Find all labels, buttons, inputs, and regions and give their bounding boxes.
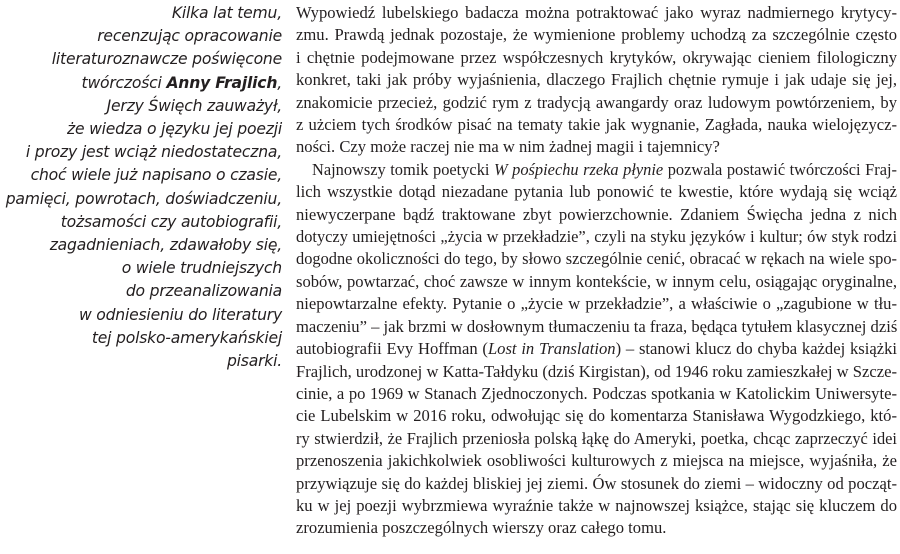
body-text-segment: autobiografii Evy Hoffman ( <box>296 339 488 359</box>
body-line: niewyczerpane bądź traktowane zbyt powierzchownie. Zdaniem Święcha jedna z nich <box>296 204 897 224</box>
body-line <box>296 338 897 360</box>
pull-quote-line: zagadnieniach, zdawałoby się, <box>49 236 282 255</box>
article-body <box>296 2 897 540</box>
pull-quote <box>0 2 282 373</box>
body-line: sobów, powtarzać, choć zawsze w innym kontekście, w innym celu, osiągając oryginalne, <box>296 271 897 291</box>
body-line: przywiązuje się do każdej bliskiej jej ziemi. Ów stosunek do ziemi – widoczny od począt- <box>296 473 897 493</box>
pull-quote-line: pamięci, powrotach, doświadczeniu, <box>5 189 282 208</box>
pull-quote-line: tej polsko-amerykańskiej <box>91 328 282 347</box>
body-line: cinie, a po 1969 w Stanach Zjednoczonych. Podczas spotkania w Katolickim Uniwersyte- <box>296 383 897 403</box>
body-line: znakomicie przecież, godzić rym z tradycją awangardy oraz ludowym powtórzeniem, by <box>296 92 897 112</box>
pull-quote-line: że wiedza o języku jej poezji <box>66 120 282 139</box>
pull-quote-line: recenzując opracowanie <box>97 27 282 46</box>
pull-quote-line <box>0 72 282 95</box>
body-line: przenoszenia jakichkolwiek osobliwości kulturowych z miejsca na miejsce, wyjaśniła, że <box>296 451 897 471</box>
body-line: ku w jej poezji wybrzmiewa wyraźnie także w najnowszej książce, stając się kluczem do <box>296 495 897 515</box>
body-text-segment: pozwala postawić twórczości Fraj- <box>663 159 897 179</box>
pull-quote-line: pisarki. <box>226 352 282 371</box>
body-line <box>296 159 897 181</box>
body-line: i chętnie podejmowane przez współczesnych krytyków, okrywając cieniem filologiczny <box>296 47 897 67</box>
body-line: ry stwierdził, że Frajlich przeniosła polską łąkę do Ameryki, poetka, chcąc zaprzeczyć idei <box>296 428 897 448</box>
pull-quote-text: , <box>277 73 282 92</box>
body-text-segment: Najnowszy tomik poetycki <box>312 159 494 179</box>
body-line: dotyczy umiejętności „życia w przekładzie”, czyli na styku języków i kultur; ów styk rodzi <box>296 227 897 247</box>
body-line: konkret, taki jak próby wyjaśnienia, dlaczego Frajlich chętnie rymuje i jak udaje się jej, <box>296 70 897 90</box>
pull-quote-line: w odniesieniu do literatury <box>78 305 282 324</box>
body-text-segment: ) – stanowi klucz do chyba każdej książki <box>615 339 897 359</box>
pull-quote-line: do przeanalizowania <box>125 282 282 301</box>
pull-quote-line: Jerzy Święch zauważył, <box>106 96 282 115</box>
body-line: Frajlich, urodzonej w Katta-Tałdyku (dziś Kirgistan), od 1946 roku zamieszkałej w Szcze- <box>296 361 897 381</box>
body-line: Wypowiedź lubelskiego badacza można potraktować jako wyraz nadmiernego krytycy- <box>296 3 897 22</box>
book-title: W pośpiechu rzeka płynie <box>493 159 664 179</box>
body-line: ności. Czy może raczej nie ma w nim żadnej magii i tajemnicy? <box>296 137 720 157</box>
body-line: lich wszystkie dotąd niezadane pytania lub ponowić te kwestie, które wydają się wciąż <box>296 182 897 202</box>
body-line: zmu. Prawdą jednak pozostaje, że wymienione problemy uchodzą za szczególnie często <box>296 25 897 45</box>
body-line: niepowtarzalne efekty. Pytanie o „życie w przekładzie”, a właściwie o „zagubione w tłu- <box>296 294 897 314</box>
pull-quote-line: literaturoznawcze poświęcone <box>51 50 282 69</box>
pull-quote-line: tożsamości czy autobiografii, <box>60 212 282 231</box>
pull-quote-line: choć wiele już napisano o czasie, <box>30 166 282 185</box>
body-line: maczeniu” – jak brzmi w dosłownym tłumaczeniu ta fraza, będąca tytułem klasycznej dziś <box>296 316 897 336</box>
body-line: z użciem tych środków pisać na tematy takie jak wygnanie, Zagłada, nauka wielojęzycz- <box>296 115 897 135</box>
book-title: Lost in Translation <box>487 339 616 359</box>
body-line: zrozumienia poszczególnych wierszy oraz całego tomu. <box>296 518 667 538</box>
body-line: cie Lubelskim w 2016 roku, odwołując się do komentarza Stanisława Wygodzkiego, któ- <box>296 406 897 426</box>
author-name: Anny Frajlich <box>166 73 278 92</box>
pull-quote-text: twórczości <box>81 73 167 92</box>
pull-quote-line: o wiele trudniejszych <box>121 259 282 278</box>
pull-quote-line: i prozy jest wciąż niedostateczna, <box>25 143 282 162</box>
pull-quote-line: Kilka lat temu, <box>171 4 282 22</box>
body-line: dogodne okoliczności do tego, by słowo szczególnie cenić, obracać w rękach na wiele spo- <box>296 249 897 269</box>
